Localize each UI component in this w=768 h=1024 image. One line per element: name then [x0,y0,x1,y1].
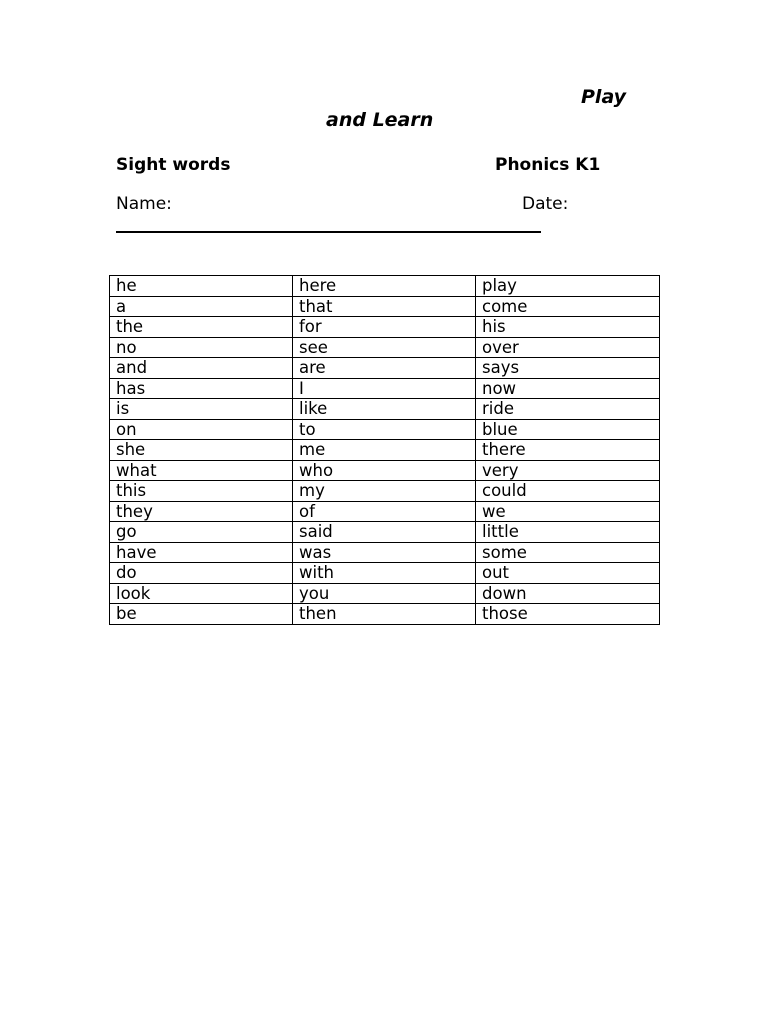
title-play: Play [581,86,627,108]
word-cell: my [293,481,476,502]
date-label: Date: [522,194,569,214]
table-row [110,501,660,522]
word-cell: now [476,378,660,399]
word-cell: there [476,440,660,461]
sight-words-table [109,275,660,625]
table-row [110,522,660,543]
sight-words-label: Sight words [116,155,231,175]
table-row [110,378,660,399]
word-cell: then [293,604,476,625]
word-cell: is [110,399,293,420]
word-cell: go [110,522,293,543]
title-and-learn: and Learn [326,109,434,131]
word-cell: here [293,276,476,297]
word-cell: was [293,542,476,563]
word-cell: you [293,583,476,604]
word-cell: do [110,563,293,584]
word-cell: said [293,522,476,543]
table-row [110,419,660,440]
word-cell: ride [476,399,660,420]
table-row [110,604,660,625]
word-cell: no [110,337,293,358]
word-cell: be [110,604,293,625]
word-cell: very [476,460,660,481]
table-row [110,460,660,481]
word-cell: come [476,296,660,317]
name-label: Name: [116,194,172,214]
table-row [110,276,660,297]
word-cell: me [293,440,476,461]
word-cell: little [476,522,660,543]
word-cell: his [476,317,660,338]
word-cell: a [110,296,293,317]
table-row [110,481,660,502]
table-row [110,399,660,420]
sight-words-table-body [110,276,660,625]
word-cell: she [110,440,293,461]
word-cell: out [476,563,660,584]
word-cell: are [293,358,476,379]
word-cell: those [476,604,660,625]
name-underline [116,231,541,233]
word-cell: for [293,317,476,338]
word-cell: they [110,501,293,522]
word-cell: of [293,501,476,522]
word-cell: have [110,542,293,563]
word-cell: over [476,337,660,358]
word-cell: like [293,399,476,420]
word-cell: look [110,583,293,604]
table-row [110,337,660,358]
table-row [110,317,660,338]
table-row [110,296,660,317]
word-cell: could [476,481,660,502]
word-cell: play [476,276,660,297]
phonics-level-label: Phonics K1 [495,155,601,175]
word-cell: the [110,317,293,338]
word-cell: with [293,563,476,584]
table-row [110,440,660,461]
word-cell: what [110,460,293,481]
word-cell: that [293,296,476,317]
table-row [110,563,660,584]
word-cell: and [110,358,293,379]
word-cell: has [110,378,293,399]
word-cell: I [293,378,476,399]
table-row [110,583,660,604]
table-row [110,358,660,379]
word-cell: on [110,419,293,440]
word-cell: some [476,542,660,563]
word-cell: who [293,460,476,481]
word-cell: this [110,481,293,502]
word-cell: we [476,501,660,522]
word-cell: to [293,419,476,440]
word-cell: says [476,358,660,379]
table-row [110,542,660,563]
word-cell: down [476,583,660,604]
word-cell: blue [476,419,660,440]
word-cell: he [110,276,293,297]
word-cell: see [293,337,476,358]
